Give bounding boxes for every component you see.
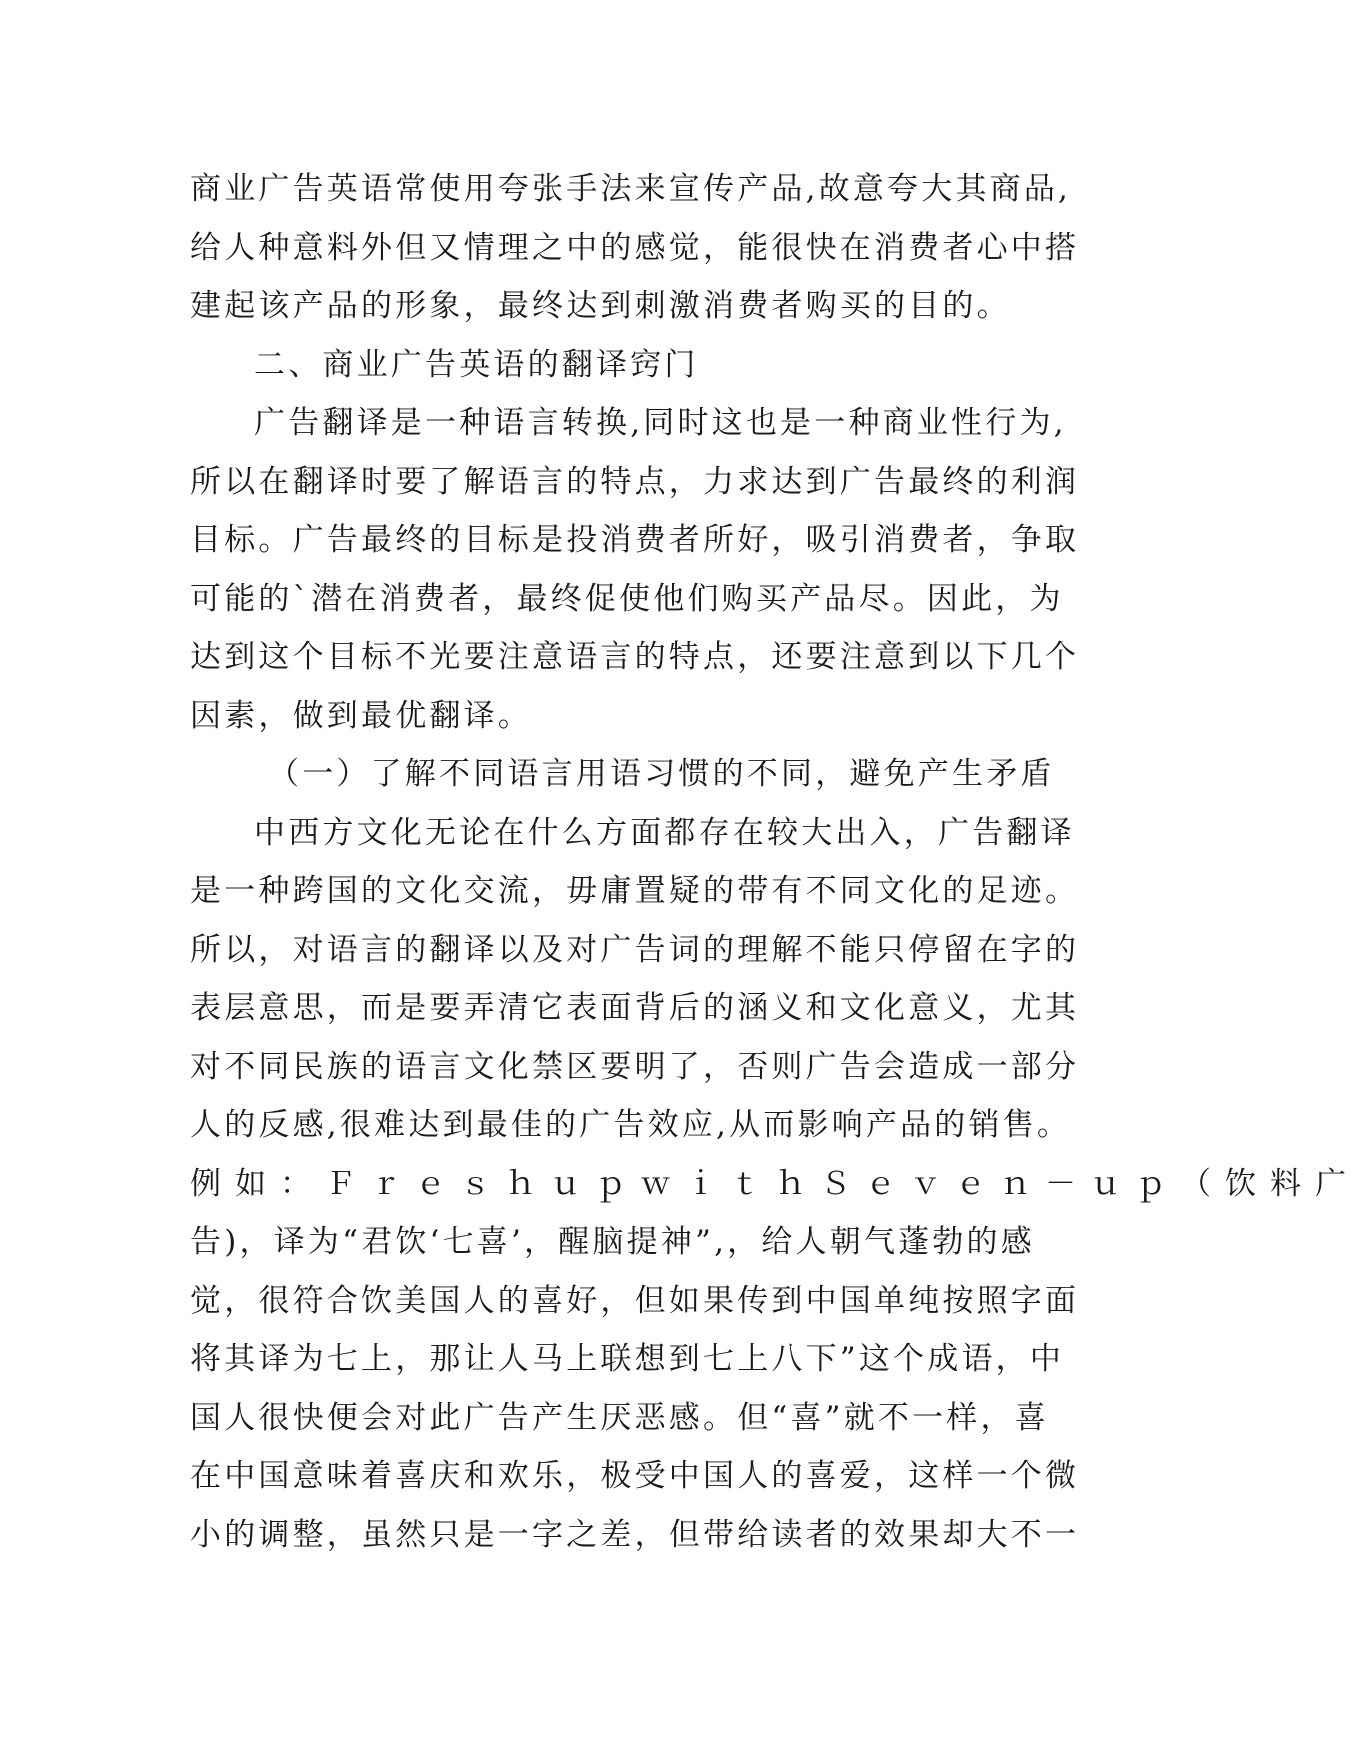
text-line: 所以在翻译时要了解语言的特点，力求达到广告最终的利润 [190, 463, 1080, 500]
body-text [190, 160, 1360, 1564]
text-line: 小的调整，虽然只是一字之差，但带给读者的效果却大不一 [190, 1516, 1080, 1553]
text-line: 因素，做到最优翻译。 [190, 697, 532, 734]
text-line: 国人很快便会对此广告产生厌恶感。但“喜”就不一样，喜 [190, 1399, 1049, 1436]
text-line: 告)，译为“君饮‘七喜’，醒脑提神”,，给人朝气蓬勃的感 [190, 1224, 1035, 1260]
text-line: 觉，很符合饮美国人的喜好，但如果传到中国单纯按照字面 [190, 1282, 1080, 1319]
text-line: 给人种意料外但又情理之中的感觉，能很快在消费者心中搭 [190, 229, 1080, 266]
text-line: 将其译为七上，那让人马上联想到七上八下”这个成语，中 [190, 1341, 1065, 1377]
text-line: 是一种跨国的文化交流，毋庸置疑的带有不同文化的足迹。 [190, 873, 1080, 909]
text-line: 建起该产品的形象，最终达到刺激消费者购买的目的。 [190, 288, 1011, 324]
text-line: 中西方文化无论在什么方面都存在较大出入，广告翻译 [254, 814, 1075, 851]
text-line: 商业广告英语常使用夸张手法来宣传产品,故意夸大其商品, [190, 171, 1072, 207]
text-line: 达到这个目标不光要注意语言的特点，还要注意到以下几个 [190, 639, 1080, 675]
text-line: 在中国意味着喜庆和欢乐，极受中国人的喜爱，这样一个微 [190, 1458, 1080, 1494]
text-line: 二、商业广告英语的翻译窍门 [254, 346, 699, 383]
text-line: 可能的`潜在消费者，最终促使他们购买产品尽。因此，为 [190, 580, 1064, 617]
text-line: 目标。广告最终的目标是投消费者所好，吸引消费者，争取 [190, 522, 1080, 558]
text-line: 对不同民族的语言文化禁区要明了，否则广告会造成一部分 [190, 1048, 1080, 1085]
text-line: 人的反感,很难达到最佳的广告效应,从而影响产品的销售。 [190, 1107, 1072, 1143]
text-line: （一）了解不同语言用语习惯的不同，避免产生矛盾 [268, 756, 1055, 792]
text-line: 广告翻译是一种语言转换,同时这也是一种商业性行为, [254, 405, 1067, 441]
text-line: 例如：ＦｒｅｓｈｕｐｗｉｔｈＳｅｖｅｎ－ｕｐ（饮料广 [190, 1165, 1360, 1202]
text-line: 表层意思，而是要弄清它表面背后的涵义和文化意义，尤其 [190, 990, 1080, 1026]
text-line: 所以，对语言的翻译以及对广告词的理解不能只停留在字的 [190, 931, 1080, 968]
